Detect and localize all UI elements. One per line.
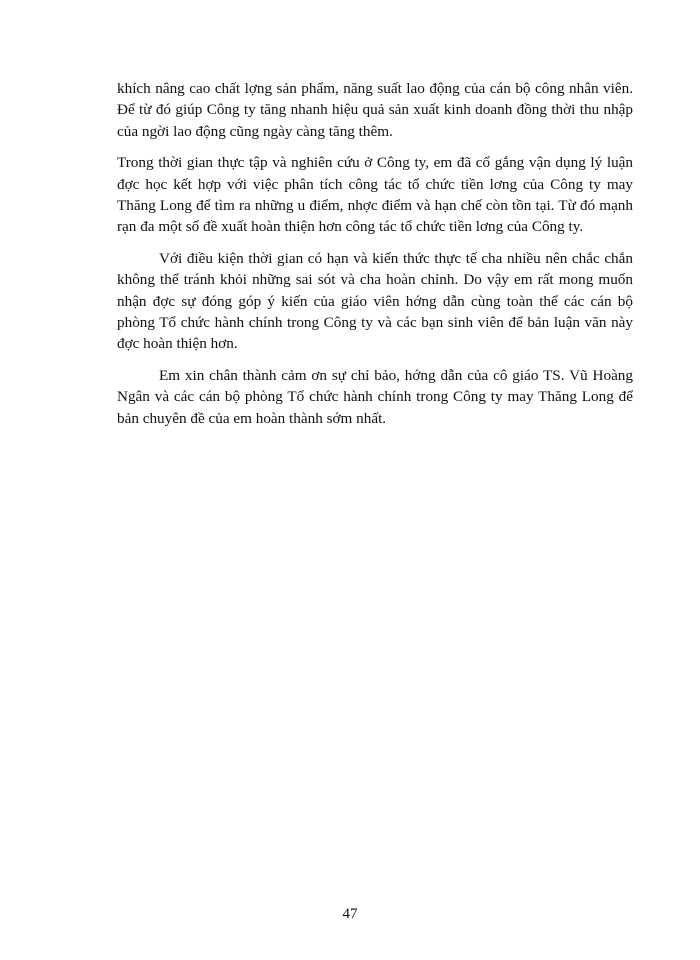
paragraph-4: Em xin chân thành cảm ơn sự chỉ bảo, hớng dẫn của cô giáo TS. Vũ Hoàng Ngân và các cán bộ phòng Tổ chức hành chính trong Công ty may Thăng Long để bản chuyên đề của em hoàn thành sớm nhất. bbox=[117, 366, 633, 427]
paragraph-2: Trong thời gian thực tập và nghiên cứu ở Công ty, em đã cố gắng vận dụng lý luận đợc học kết hợp với việc phân tích công tác tổ chức tiền lơng của Công ty may Thăng Long để tìm ra những u điểm, nhợc điểm và hạn chế còn tồn tại. Từ đó mạnh rạn đa một số đề xuất hoàn thiện hơn công tác tổ chức tiền lơng của Công ty. bbox=[117, 154, 633, 236]
paragraph-1: khích nâng cao chất lợng sản phẩm, năng suất lao động của cán bộ công nhân viên. Để từ đó giúp Công ty tăng nhanh hiệu quả sản xuất kinh doanh đồng thời thu nhập của ngời lao động cũng ngày càng tăng thêm. bbox=[117, 80, 633, 140]
paragraph-3: Với điều kiện thời gian có hạn và kiến thức thực tế cha nhiều nên chắc chắn không thể tránh khỏi những sai sót và cha hoàn chỉnh. Do vậy em rất mong muốn nhận đợc sự đóng góp ý kiến của giáo viên hớng dẫn cùng toàn thể các cán bộ phòng Tổ chức hành chính trong Công ty và các bạn sinh viên để bản luận văn này đợc hoàn thiện hơn. bbox=[117, 249, 633, 353]
page-number: 47 bbox=[342, 906, 358, 922]
document-body bbox=[117, 78, 633, 439]
